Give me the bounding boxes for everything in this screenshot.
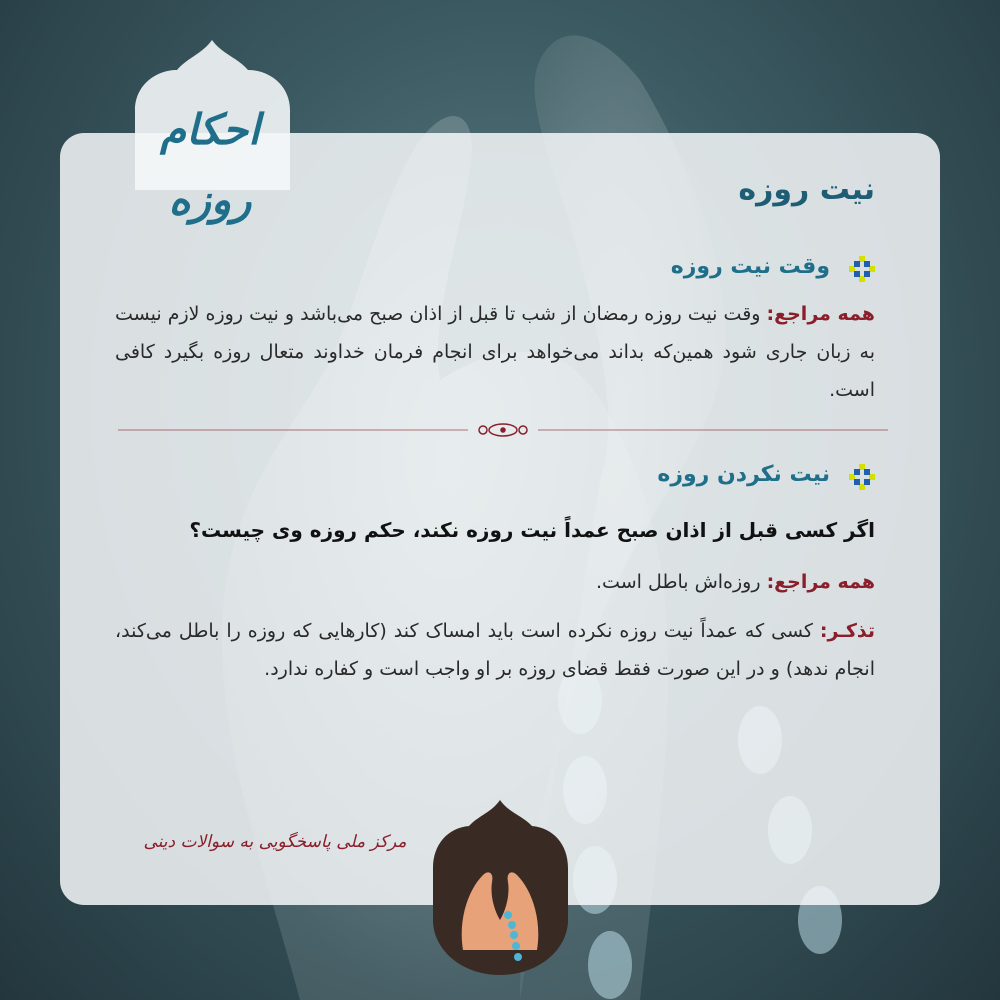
section-heading-label: نیت نکردن روزه bbox=[657, 462, 830, 487]
section-1-paragraph bbox=[115, 295, 875, 409]
answer-text: روزه‌اش باطل است. bbox=[596, 571, 761, 593]
question-text: اگر کسی قبل از اذان صبح عمداً نیت روزه نکند، حکم روزه وی چیست؟ bbox=[189, 518, 875, 542]
note-text: کسی که عمداً نیت روزه نکرده است باید امساک کند (کارهایی که روزه را باطل می‌کند، انجام ندهد) و در این صورت فقط قضای روزه بر او واجب است و کفاره ندارد. bbox=[115, 620, 875, 680]
praying-hands-badge bbox=[428, 800, 573, 975]
ref-label: همه مراجع: bbox=[766, 303, 875, 325]
ornament-divider bbox=[118, 428, 888, 432]
ruling-text: وقت نیت روزه رمضان از شب تا قبل از اذان صبح می‌باشد و نیت روزه لازم نیست به زبان جاری شود همین‌که بداند می‌خواهد برای انجام فرمان خداوند متعال روزه بگیرد کافی است. bbox=[115, 303, 875, 401]
badge-title: احکام روزه bbox=[160, 105, 260, 224]
section-heading-label: وقت نیت روزه bbox=[670, 254, 830, 279]
answer-ref-label: همه مراجع: bbox=[766, 571, 875, 593]
quad-dots-icon bbox=[849, 464, 875, 490]
note-label: تذکـر: bbox=[819, 620, 875, 642]
quad-dots-icon bbox=[849, 256, 875, 282]
page-title: نیت روزه bbox=[738, 172, 875, 207]
section-heading-1 bbox=[475, 250, 875, 286]
note-paragraph bbox=[115, 612, 875, 688]
organization-signature: مرکز ملی پاسخگویی به سوالات دینی bbox=[143, 832, 407, 852]
answer-paragraph bbox=[115, 563, 875, 601]
section-heading-2 bbox=[475, 458, 875, 494]
